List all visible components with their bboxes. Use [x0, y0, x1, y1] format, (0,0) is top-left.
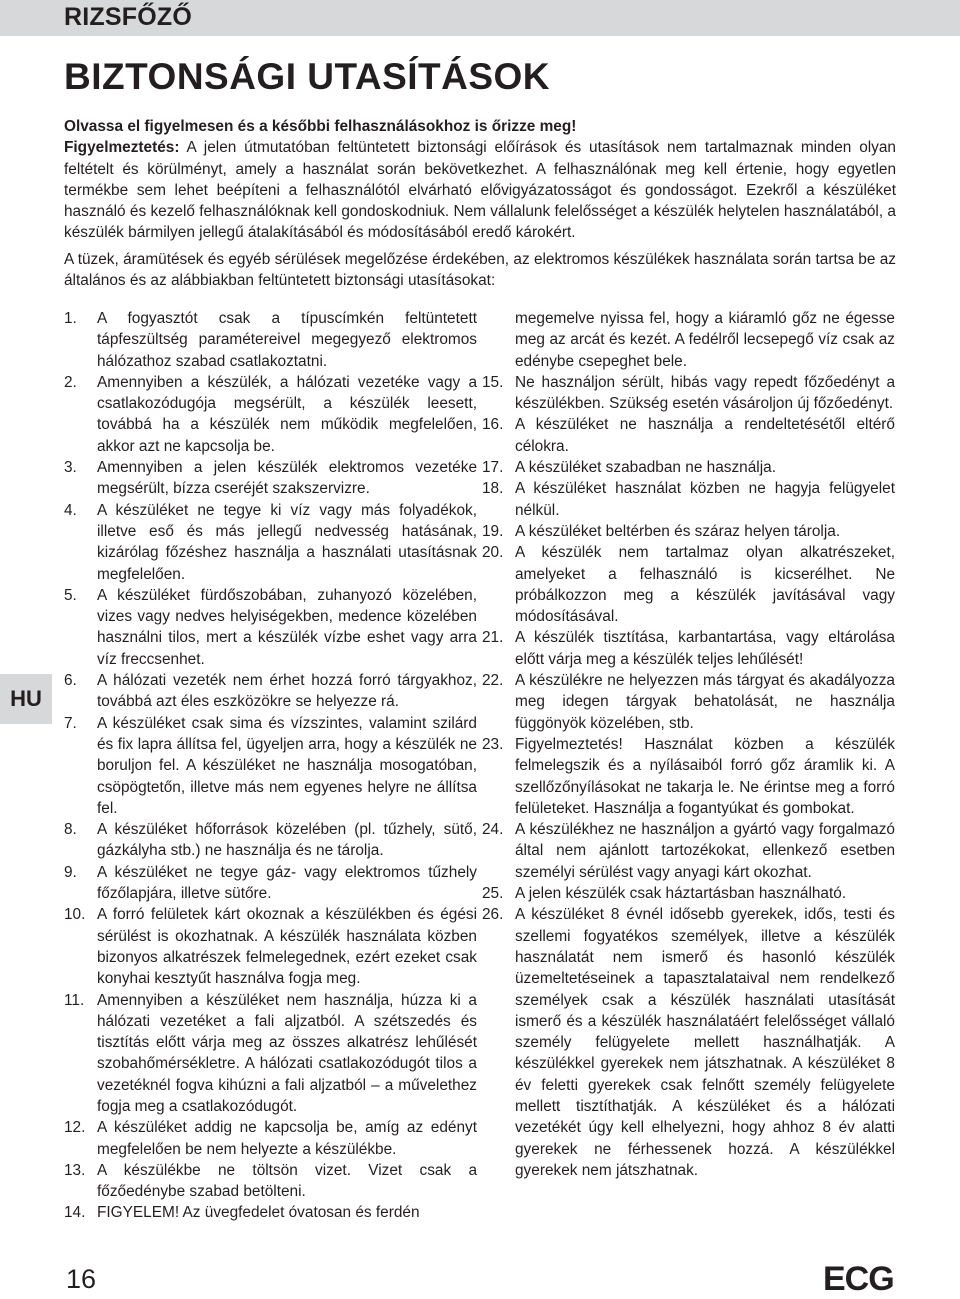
list-item: [64, 585, 477, 670]
item-number: 20.: [482, 544, 504, 562]
item-text: A készülékbe ne töltsön vizet. Vizet csak a főzőedénybe szabad betölteni.: [97, 1161, 477, 1201]
item-text: A készüléket addig ne kapcsolja be, amíg az edényt megfelelően be nem helyezte a készülékbe.: [97, 1119, 477, 1158]
item-text: A készüléket hőforrások közelében (pl. tűzhely, sütő, gázkályha stb.) ne használja és ne tárolja.: [97, 821, 477, 860]
list-item: [482, 734, 895, 819]
list-item: [64, 308, 477, 372]
item-text: A készülékhez ne használjon a gyártó vagy forgalmazó által nem ajánlott tartozékokat, ellenkező esetben személyi sérülést vagy anyagi kárt okozhat.: [515, 821, 895, 881]
item-text: Ne használjon sérült, hibás vagy repedt főzőedényt a készülékben. Szükség esetén vásároljon új főzőedényt.: [515, 373, 895, 413]
item-text: Amennyiben a jelen készülék elektromos vezetéke megsérült, bízza cseréjét szakszervizre.: [97, 459, 477, 498]
list-item: [482, 478, 895, 521]
list-item: [64, 1202, 477, 1223]
item-number: 17.: [482, 459, 504, 477]
list-item: [64, 713, 477, 819]
intro-lead: Olvassa el figyelmesen és a későbbi felhasználásokhoz is őrizze meg!: [64, 118, 577, 135]
item-text: A forró felületek kárt okoznak a készülékben és égési sérülést is okozhatnak. A készülék használata közben bizonyos alkatrészek felmelegednek, ezért ezeket csak konyhai kesztyűt használva fogja meg.: [97, 906, 477, 988]
list-item: [482, 414, 895, 457]
item-14-continuation: megemelve nyissa fel, hogy a kiáramló gőz ne égesse meg az arcát és kezét. A fedélről lecsepegő víz csak az edénybe csepeghet bele.: [515, 310, 895, 370]
item-number: 7.: [64, 714, 77, 732]
warning-text: A jelen útmutatóban feltüntetett biztonsági előírások és utasítások nem tartalmaznak minden olyan feltételt és körülményt, amely a használat során bekövetkezhet. A felhasználónak meg kell értenie, hogy egyetlen termékbe sem lehet beépíteni a felhasználótól elvárható elővigyázatosságot és gondosságot. Ezekről a készüléket használó és kezelő felhasználóknak kell gondoskodniuk. Nem vállalunk felelősséget a készülék helytelen használatából, a készülék bármilyen jellegű átalakításából és módosításából eredő károkért.: [64, 139, 896, 242]
list-item: [482, 670, 895, 734]
item-text: A készüléket ne tegye ki víz vagy más folyadékok, illetve eső és más jellegű nedvesség hatásának, kizárólag főzéshez használja a használati utasításnak megfelelően.: [97, 501, 477, 583]
item-text: A készüléket ne tegye gáz- vagy elektromos tűzhely főzőlapjára, illetve sütőre.: [97, 863, 477, 903]
item-text: A készüléket beltérben és száraz helyen tárolja.: [515, 522, 841, 540]
brand-logo: ECG: [823, 1260, 894, 1298]
item-number: 8.: [64, 821, 77, 839]
list-item: [482, 819, 895, 883]
list-item: [64, 819, 477, 862]
item-number: 5.: [64, 586, 77, 604]
intro-warning: [64, 137, 896, 243]
item-number: 22.: [482, 672, 504, 690]
list-item: [64, 670, 477, 713]
language-code: HU: [10, 686, 42, 711]
item-text: A készüléket 8 évnél idősebb gyerekek, idős, testi és szellemi fogyatékos személyek, illetve a készülék használatát nem ismerő és hasonló készülék üzemeltetéseinek a tapasztalataival nem rendelkező személyek csak a készülék használati utasítását ismerő és a készülék használatáért felelősséget vállaló személy felügyelete mellett használhatják. A készülékkel gyerekek nem játszhatnak. A készüléket 8 év feletti gyerekek csak felnőtt személy felügyelete mellett tisztíthatják. A készüléket és a hálózati vezetékét úgy kell elhelyezni, hogy ahhoz 8 év alatti gyerekek ne férhessenek hozzá. A készülékkel gyerekek nem játszhatnak.: [515, 906, 895, 1179]
item-number: 16.: [482, 416, 504, 434]
list-item: [482, 883, 895, 904]
item-number: 18.: [482, 480, 504, 498]
list-item: [64, 862, 477, 905]
list-item: [482, 457, 895, 478]
list-item: [64, 500, 477, 585]
item-number: 1.: [64, 310, 77, 327]
item-text: A készüléket fürdőszobában, zuhanyozó közelében, vizes vagy nedves helyiségekben, medence közelében használni tilos, mert a készülék vízbe eshet vagy arra víz freccsenhet.: [97, 586, 477, 668]
list-item: [482, 372, 895, 415]
item-number: 25.: [482, 885, 504, 903]
list-item: [482, 627, 895, 670]
item-text: A készülékre ne helyezzen más tárgyat és akadályozza meg idegen tárgyak behatolását, ne használja függönyök közelében, stb.: [515, 672, 895, 732]
language-tab: [0, 674, 52, 724]
item-number: 26.: [482, 906, 504, 924]
intro-section: [64, 116, 896, 296]
item-number: 10.: [64, 906, 86, 924]
item-text: Amennyiben a készüléket nem használja, húzza ki a hálózati vezetéket a fali aljzatból. A szétszedés és tisztítás előtt várja meg az összes alkatrész lehűlését szobahőmérsékletre. A hálózati csatlakozódugót tilos a vezetéknél fogva kihúzni a fali aljzatból – a művelethez fogja meg a csatlakozódugót.: [97, 991, 477, 1115]
page-title: BIZTONSÁGI UTASÍTÁSOK: [64, 56, 551, 97]
list-item: [64, 904, 477, 989]
item-number: 19.: [482, 522, 504, 540]
item-number: 11.: [64, 991, 85, 1009]
item-text: A készüléket ne használja a rendeltetésétől eltérő célokra.: [515, 416, 895, 455]
item-text: A készüléket csak sima és vízszintes, valamint szilárd és fix lapra állítsa fel, ügyeljen arra, hogy a készülék ne boruljon fel. A készüléket ne használja mosogatóban, csöpögtetőn, illetve más nem egyenes helyre ne állítsa fel.: [97, 714, 477, 817]
item-text: A készüléket szabadban ne használja.: [515, 459, 776, 477]
header-bar: [0, 0, 960, 36]
item-number: 6.: [64, 672, 77, 690]
item-text: A készüléket használat közben ne hagyja felügyelet nélkül.: [515, 480, 895, 519]
item-text: A fogyasztót csak a típuscímkén feltüntetett tápfeszültség paramétereivel megegyező elektromos hálózathoz szabad csatlakoztatni.: [97, 310, 477, 370]
list-item: [64, 990, 477, 1118]
intro-paragraph: A tüzek, áramütések és egyéb sérülések megelőzése érdekében, az elektromos készülékek használata során tartsa be az általános és az alábbiakban feltüntetett biztonsági utasításokat:: [64, 250, 896, 290]
list-item: [64, 1160, 477, 1203]
page-number: 16: [66, 1264, 97, 1294]
list-item: [64, 457, 477, 500]
list-item: [482, 904, 895, 1181]
item-text: A készülék nem tartalmaz olyan alkatrészeket, amelyeket a felhasználó is kicserélhet. Ne próbálkozzon meg a készülék javításával vagy módosításával.: [515, 544, 895, 626]
list-item: [64, 1117, 477, 1160]
right-column: [482, 308, 895, 1181]
item-number: 24.: [482, 821, 504, 839]
item-number: 14.: [64, 1204, 86, 1222]
left-column: [64, 308, 477, 1224]
product-name: RIZSFŐZŐ: [64, 3, 192, 31]
item-text: A készülék tisztítása, karbantartása, vagy eltárolása előtt várja meg a készülék teljes lehűlését!: [515, 629, 895, 668]
list-item: [482, 521, 895, 542]
list-item: [64, 372, 477, 457]
warning-label: Figyelmeztetés:: [64, 139, 180, 157]
item-text: Amennyiben a készülék, a hálózati vezetéke vagy a csatlakozódugója megsérült, a készülék leesett, továbbá ha a készülék nem működik megfelelően, akkor azt ne kapcsolja be.: [97, 373, 477, 455]
item-number: 2.: [64, 373, 77, 391]
item-number: 23.: [482, 735, 504, 753]
list-item: [482, 542, 895, 627]
item-text: A hálózati vezeték nem érhet hozzá forró tárgyakhoz, továbbá azt éles eszközökre se helyezze rá.: [97, 672, 477, 711]
item-text: A jelen készülék csak háztartásban használható.: [515, 885, 847, 903]
item-number: 4.: [64, 501, 77, 519]
item-text: Figyelmeztetés! Használat közben a készülék felmelegszik és a nyílásaiból forró gőz áramlik ki. A szellőzőnyílásokat ne takarja le. Ne érintse meg a forró felületeket. Használja a fogantyúkat és gombokat.: [515, 735, 895, 817]
item-number: 13.: [64, 1161, 86, 1179]
item-number: 9.: [64, 863, 77, 881]
item-number: 3.: [64, 459, 77, 477]
item-number: 15.: [482, 373, 504, 391]
item-text: FIGYELEM! Az üvegfedelet óvatosan és ferdén: [97, 1204, 420, 1222]
item-number: 12.: [64, 1119, 86, 1137]
item-number: 21.: [482, 629, 504, 647]
